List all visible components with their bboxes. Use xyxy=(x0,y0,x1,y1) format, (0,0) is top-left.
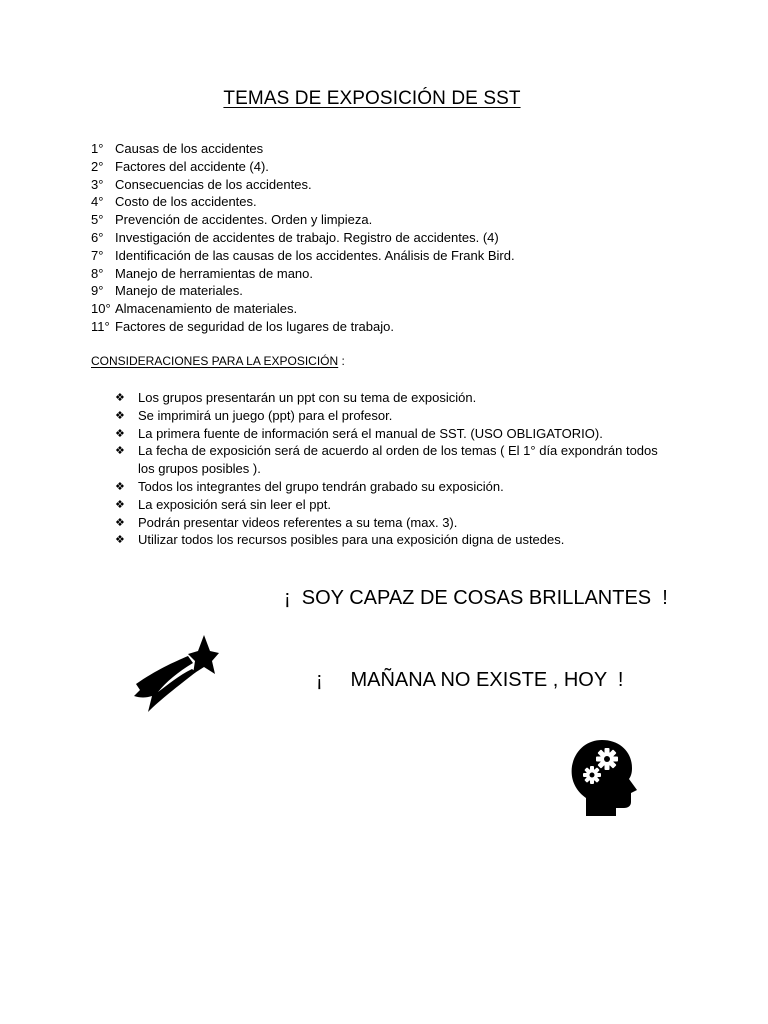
list-item xyxy=(91,247,515,265)
list-item xyxy=(91,282,515,300)
topic-number: 8° xyxy=(91,265,104,281)
list-item xyxy=(115,407,675,425)
diamond-bullet-icon: ❖ xyxy=(115,426,125,440)
diamond-bullet-icon: ❖ xyxy=(115,497,125,511)
topic-list xyxy=(91,140,515,336)
slogan-brilliant: ¡ SOY CAPAZ DE COSAS BRILLANTES ! xyxy=(284,587,668,609)
consideration-text: Podrán presentar videos referentes a su tema (max. 3). xyxy=(138,514,458,530)
diamond-bullet-icon: ❖ xyxy=(115,391,125,404)
list-item xyxy=(91,140,515,158)
topic-number: 1° xyxy=(91,141,104,156)
topic-text: Factores del accidente (4). xyxy=(115,158,269,174)
list-item xyxy=(91,193,515,211)
topic-number: 3° xyxy=(91,176,104,192)
list-item xyxy=(115,389,675,407)
list-item xyxy=(91,211,515,229)
list-item xyxy=(115,478,675,496)
list-item xyxy=(91,176,515,194)
head-gears-icon xyxy=(568,738,640,816)
consideration-text: La fecha de exposición será de acuerdo al orden de los temas ( El 1° día expondrán todos los grupos posibles ). xyxy=(138,443,658,477)
list-item xyxy=(115,425,675,443)
topic-number: 2° xyxy=(91,158,104,174)
shooting-star-icon xyxy=(130,630,222,716)
topic-number: 4° xyxy=(91,194,104,210)
topic-text: Prevención de accidentes. Orden y limpieza. xyxy=(115,212,373,228)
list-item xyxy=(115,442,675,478)
topic-text: Investigación de accidentes de trabajo. Registro de accidentes. (4) xyxy=(115,229,499,245)
topic-text: Manejo de materiales. xyxy=(115,283,243,299)
list-item xyxy=(91,158,515,176)
page-title: TEMAS DE EXPOSICIÓN DE SST xyxy=(223,88,521,109)
consideration-text: Se imprimirá un juego (ppt) para el profesor. xyxy=(138,407,393,423)
consideration-text: La exposición será sin leer el ppt. xyxy=(138,496,331,512)
considerations-heading-colon: : xyxy=(338,354,345,368)
topic-number: 5° xyxy=(91,212,104,228)
consideration-text: Todos los integrantes del grupo tendrán grabado su exposición. xyxy=(138,478,504,494)
topic-number: 9° xyxy=(91,283,104,299)
topic-text: Identificación de las causas de los accidentes. Análisis de Frank Bird. xyxy=(115,247,515,263)
diamond-bullet-icon: ❖ xyxy=(115,444,125,458)
diamond-bullet-icon: ❖ xyxy=(115,479,125,493)
considerations-heading xyxy=(91,353,345,370)
considerations-list xyxy=(115,389,675,549)
consideration-text: Los grupos presentarán un ppt con su tema de exposición. xyxy=(138,390,477,405)
topic-number: 10° xyxy=(91,301,111,317)
topic-text: Manejo de herramientas de mano. xyxy=(115,265,314,281)
topic-text: Almacenamiento de materiales. xyxy=(115,301,298,317)
topic-text: Causas de los accidentes xyxy=(115,141,264,156)
list-item xyxy=(115,531,675,549)
list-item xyxy=(91,300,515,318)
consideration-text: La primera fuente de información será el manual de SST. (USO OBLIGATORIO). xyxy=(138,425,603,441)
list-item xyxy=(91,265,515,283)
diamond-bullet-icon: ❖ xyxy=(115,533,125,547)
considerations-heading-text: CONSIDERACIONES PARA LA EXPOSICIÓN xyxy=(91,354,339,368)
slogan-today: ¡ MAÑANA NO EXISTE , HOY ! xyxy=(316,669,624,691)
topic-text: Factores de seguridad de los lugares de trabajo. xyxy=(115,318,394,334)
list-item xyxy=(91,318,515,336)
topic-number: 11° xyxy=(91,318,110,334)
consideration-text: Utilizar todos los recursos posibles para una exposición digna de ustedes. xyxy=(138,532,565,548)
list-item xyxy=(115,496,675,514)
topic-text: Costo de los accidentes. xyxy=(115,194,257,210)
topic-number: 6° xyxy=(91,229,104,245)
diamond-bullet-icon: ❖ xyxy=(115,515,125,529)
topic-text: Consecuencias de los accidentes. xyxy=(115,176,312,192)
list-item xyxy=(91,229,515,247)
list-item xyxy=(115,514,675,532)
diamond-bullet-icon: ❖ xyxy=(115,408,125,422)
topic-number: 7° xyxy=(91,247,104,263)
